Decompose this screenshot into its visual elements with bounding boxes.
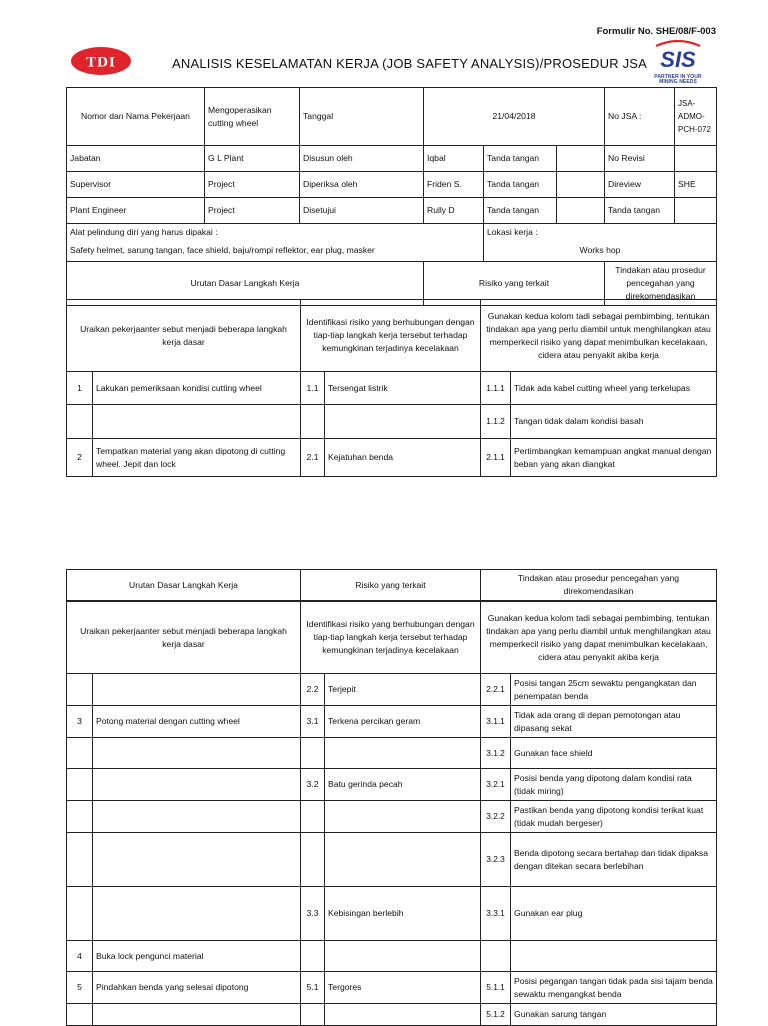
step-number: [67, 801, 93, 833]
step-number: [67, 887, 93, 941]
step-number: [67, 1004, 93, 1026]
action-number: 3.3.1: [481, 887, 511, 941]
table-row: [67, 801, 717, 833]
action-number: [481, 941, 511, 972]
risk-description: Kebisingan berlebih: [325, 887, 481, 941]
step-number: 5: [67, 972, 93, 1004]
header-cell: Tanda tangan: [484, 198, 557, 224]
risk-number: 2.2: [301, 674, 325, 706]
table-row: [67, 674, 717, 706]
signature-cell: [557, 146, 605, 172]
step-description: [93, 1004, 301, 1026]
action-description: Gunakan face shield: [511, 738, 717, 769]
ppe-label: Alat pelindung diri yang harus dipakai :: [70, 227, 218, 237]
job-value: Mengoperasikan cutting wheel: [205, 88, 300, 146]
table-row: [67, 941, 717, 972]
step-number: 2: [67, 439, 93, 477]
actions-description: Gunakan kedua kolom tadi sebagai pembimbing, tentukan tindakan apa yang perlu diambil untuk menghilangkan atau memperkecil risiko yang dapat menimbulkan kecelakaan, cidera atau penyakit akiba kerja: [481, 602, 717, 674]
job-label: Nomor dan Nama Pekerjaan: [67, 88, 205, 146]
steps-table-2: [66, 601, 717, 1026]
risk-description: [325, 1004, 481, 1026]
action-number: 3.2.1: [481, 769, 511, 801]
table-row: [67, 887, 717, 941]
header-cell: Tanda tangan: [484, 172, 557, 198]
sis-logo: [646, 40, 710, 85]
step-number: [67, 674, 93, 706]
header-cell: [675, 146, 717, 172]
step-number: [67, 833, 93, 887]
header-cell: G L Plant: [205, 146, 300, 172]
header-cell: Plant Engineer: [67, 198, 205, 224]
header-cell: Tanda tangan: [484, 146, 557, 172]
table-row: [67, 769, 717, 801]
action-description: Gunakan ear plug: [511, 887, 717, 941]
table-row: [67, 1004, 717, 1026]
steps-table-1-body: [67, 372, 717, 477]
action-description: Pertimbangkan kemampuan angkat manual dengan beban yang akan diangkat: [511, 439, 717, 477]
location-value: Works hop: [579, 245, 621, 255]
steps-description: Uraikan pekerjaanter sebut menjadi beberapa langkah kerja dasar: [67, 300, 301, 372]
header-cell: Disusun oleh: [300, 146, 424, 172]
risk-number: [301, 833, 325, 887]
header-cell: No Revisi: [605, 146, 675, 172]
risk-description: [325, 405, 481, 439]
risk-number: [301, 801, 325, 833]
risk-description: [325, 833, 481, 887]
table-row: [67, 706, 717, 738]
column-header-steps: Urutan Dasar Langkah Kerja: [67, 570, 301, 601]
risk-number: [301, 405, 325, 439]
action-description: Posisi tangan 25cm sewaktu pengangkatan dan penempatan benda: [511, 674, 717, 706]
risk-number: 3.2: [301, 769, 325, 801]
header-table: [66, 87, 717, 306]
date-value: 21/04/2018: [424, 88, 605, 146]
action-description: Tangan tidak dalam kondisi basah: [511, 405, 717, 439]
action-number: 3.1.1: [481, 706, 511, 738]
step-description: [93, 833, 301, 887]
sis-tagline: PARTNER IN YOUR MINING NEEDS: [654, 74, 702, 85]
action-description: Gunakan sarung tangan: [511, 1004, 717, 1026]
action-number: 2.2.1: [481, 674, 511, 706]
risks-description: Identifikasi risiko yang berhubungan dengan tiap-tiap langkah kerja tersebut terhadap kemungkinan terjadinya kecelakaan: [301, 602, 481, 674]
risk-number: 2.1: [301, 439, 325, 477]
svg-text:TDI: TDI: [86, 54, 116, 71]
location-label: Lokasi kerja :: [487, 227, 538, 237]
table-row: [67, 972, 717, 1004]
action-number: 3.2.3: [481, 833, 511, 887]
action-number: 2.1.1: [481, 439, 511, 477]
column-header-risks: Risiko yang terkait: [301, 570, 481, 601]
action-description: Pastikan benda yang dipotong kondisi terikat kuat (tidak mudah bergeser): [511, 801, 717, 833]
action-number: 3.2.2: [481, 801, 511, 833]
table-row: [67, 372, 717, 405]
risk-description: Kejatuhan benda: [325, 439, 481, 477]
ppe-cell: [67, 224, 484, 262]
header-cell: Project: [205, 198, 300, 224]
column-header-actions: Tindakan atau prosedur pencegahan yang direkomendasikan: [481, 570, 717, 601]
step-description: [93, 887, 301, 941]
header-cell: Rully D: [424, 198, 484, 224]
header-cell: Supervisor: [67, 172, 205, 198]
step-number: [67, 405, 93, 439]
action-description: Posisi pegangan tangan tidak pada sisi tajam benda sewaktu mengangkat benda: [511, 972, 717, 1004]
signature-cell: [557, 198, 605, 224]
action-number: 3.1.2: [481, 738, 511, 769]
action-description: [511, 941, 717, 972]
action-description: Tidak ada kabel cutting wheel yang terkelupas: [511, 372, 717, 405]
table-row: [67, 405, 717, 439]
action-description: Tidak ada orang di depan pemotongan atau dipasang sekat: [511, 706, 717, 738]
risk-description: Batu gerinda pecah: [325, 769, 481, 801]
steps-table-2-body: [67, 674, 717, 1026]
risk-number: [301, 941, 325, 972]
location-cell: [484, 224, 717, 262]
header-cell: Jabatan: [67, 146, 205, 172]
action-number: 1.1.2: [481, 405, 511, 439]
action-description: Benda dipotong secara bertahap dan tidak dipaksa dengan ditekan secara berlebihan: [511, 833, 717, 887]
header-cell: Tanda tangan: [605, 198, 675, 224]
jsa-no-label: No JSA :: [605, 88, 675, 146]
risk-description: [325, 738, 481, 769]
form-number: Formulir No. SHE/08/F-003: [596, 26, 716, 37]
step-number: [67, 738, 93, 769]
header-cell: SHE: [675, 172, 717, 198]
risk-description: [325, 801, 481, 833]
action-number: 5.1.2: [481, 1004, 511, 1026]
signature-cell: [557, 172, 605, 198]
page-title: ANALISIS KESELAMATAN KERJA (JOB SAFETY ANALYSIS)/PROSEDUR JSA: [172, 56, 648, 71]
step-number: 1: [67, 372, 93, 405]
actions-description: Gunakan kedua kolom tadi sebagai pembimbing, tentukan tindakan apa yang perlu diambil untuk menghilangkan atau memperkecil risiko yang dapat menimbulkan kecelakaan, cidera atau penyakit akiba kerja: [481, 300, 717, 372]
step-description: Buka lock pengunci material: [93, 941, 301, 972]
header-cell: Disetujui: [300, 198, 424, 224]
risk-description: Tergores: [325, 972, 481, 1004]
date-label: Tanggal: [300, 88, 424, 146]
header-cell: Direview: [605, 172, 675, 198]
header-cell: Project: [205, 172, 300, 198]
tdi-logo: [70, 46, 132, 81]
step-description: [93, 801, 301, 833]
risk-number: 3.1: [301, 706, 325, 738]
step-description: Tempatkan material yang akan dipotong di cutting wheel. Jepit dan lock: [93, 439, 301, 477]
jsa-no-value: JSA-ADMO-PCH-072: [675, 88, 717, 146]
header-cell: Friden S.: [424, 172, 484, 198]
action-description: Posisi benda yang dipotong dalam kondisi rata (tidak miring): [511, 769, 717, 801]
risk-description: Tersengat listrik: [325, 372, 481, 405]
step-description: [93, 405, 301, 439]
steps-description: Uraikan pekerjaanter sebut menjadi beberapa langkah kerja dasar: [67, 602, 301, 674]
svg-text:SIS: SIS: [660, 47, 696, 70]
header-table-2: [66, 569, 717, 601]
risk-description: Terkena percikan geram: [325, 706, 481, 738]
step-number: 3: [67, 706, 93, 738]
column-header-actions: Tindakan atau prosedur pencegahan yang direkomendasikan: [605, 262, 717, 306]
risk-number: 3.3: [301, 887, 325, 941]
step-description: [93, 738, 301, 769]
step-number: 4: [67, 941, 93, 972]
ppe-value: Safety helmet, sarung tangan, face shield, baju/rompi reflektor, ear plug, masker: [70, 245, 375, 255]
action-number: 5.1.1: [481, 972, 511, 1004]
header-cell: [675, 198, 717, 224]
column-header-steps: Urutan Dasar Langkah Kerja: [67, 262, 424, 306]
column-header-risks: Risiko yang terkait: [424, 262, 605, 306]
risk-number: 5.1: [301, 972, 325, 1004]
action-number: 1.1.1: [481, 372, 511, 405]
steps-table-1: [66, 299, 717, 477]
table-row: [67, 439, 717, 477]
risk-number: [301, 738, 325, 769]
risk-number: 1.1: [301, 372, 325, 405]
table-row: [67, 738, 717, 769]
step-description: Lakukan pemeriksaan kondisi cutting wheel: [93, 372, 301, 405]
step-description: Pindahkan benda yang selesai dipotong: [93, 972, 301, 1004]
header-cell: Diperiksa oleh: [300, 172, 424, 198]
step-description: Potong material dengan cutting wheel: [93, 706, 301, 738]
risks-description: Identifikasi risiko yang berhubungan dengan tiap-tiap langkah kerja tersebut terhadap kemungkinan terjadinya kecelakaan: [301, 300, 481, 372]
risk-description: Terjepit: [325, 674, 481, 706]
risk-description: [325, 941, 481, 972]
step-description: [93, 769, 301, 801]
risk-number: [301, 1004, 325, 1026]
header-cell: Iqbal: [424, 146, 484, 172]
step-number: [67, 769, 93, 801]
step-description: [93, 674, 301, 706]
table-row: [67, 833, 717, 887]
